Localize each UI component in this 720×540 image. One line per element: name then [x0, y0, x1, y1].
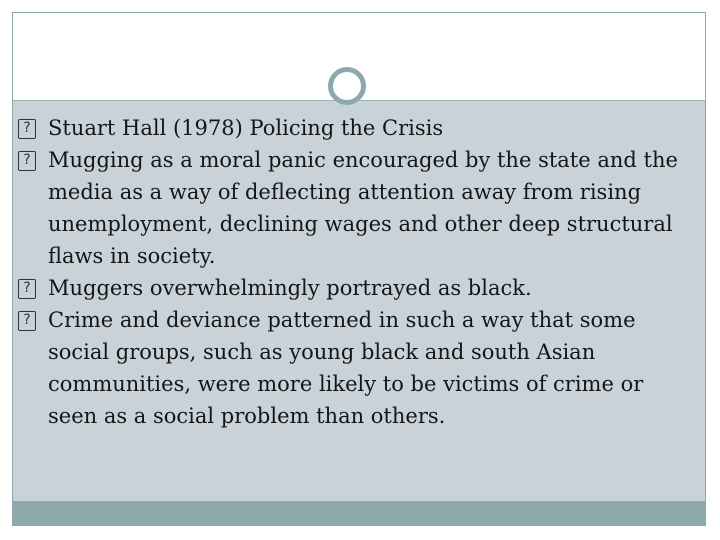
bullet-item-muggers-portrayed — [18, 272, 688, 304]
bullet-item-crime-deviance — [18, 304, 688, 432]
missing-glyph-box-icon: ? — [18, 279, 36, 299]
missing-glyph-box-icon: ? — [18, 119, 36, 139]
bullet-text: Muggers overwhelmingly portrayed as black. — [48, 276, 532, 300]
bullet-list — [18, 112, 688, 432]
bullet-text: Stuart Hall (1978) Policing the Crisis — [48, 116, 444, 140]
missing-glyph-box-icon: ? — [18, 311, 36, 331]
bullet-item-stuart-hall — [18, 112, 688, 144]
footer-bar — [13, 501, 705, 525]
bullet-item-mugging-moral-panic — [18, 144, 688, 272]
bullet-text: Mugging as a moral panic encouraged by the state and the media as a way of deflecting attention away from rising unemployment, declining wages and other deep structural flaws in society. — [48, 148, 678, 268]
missing-glyph-box-icon: ? — [18, 151, 36, 171]
bullet-text: Crime and deviance patterned in such a way that some social groups, such as young black and south Asian communities, were more likely to be victims of crime or seen as a social problem than others. — [48, 308, 644, 428]
circle-ring-icon — [328, 67, 366, 105]
